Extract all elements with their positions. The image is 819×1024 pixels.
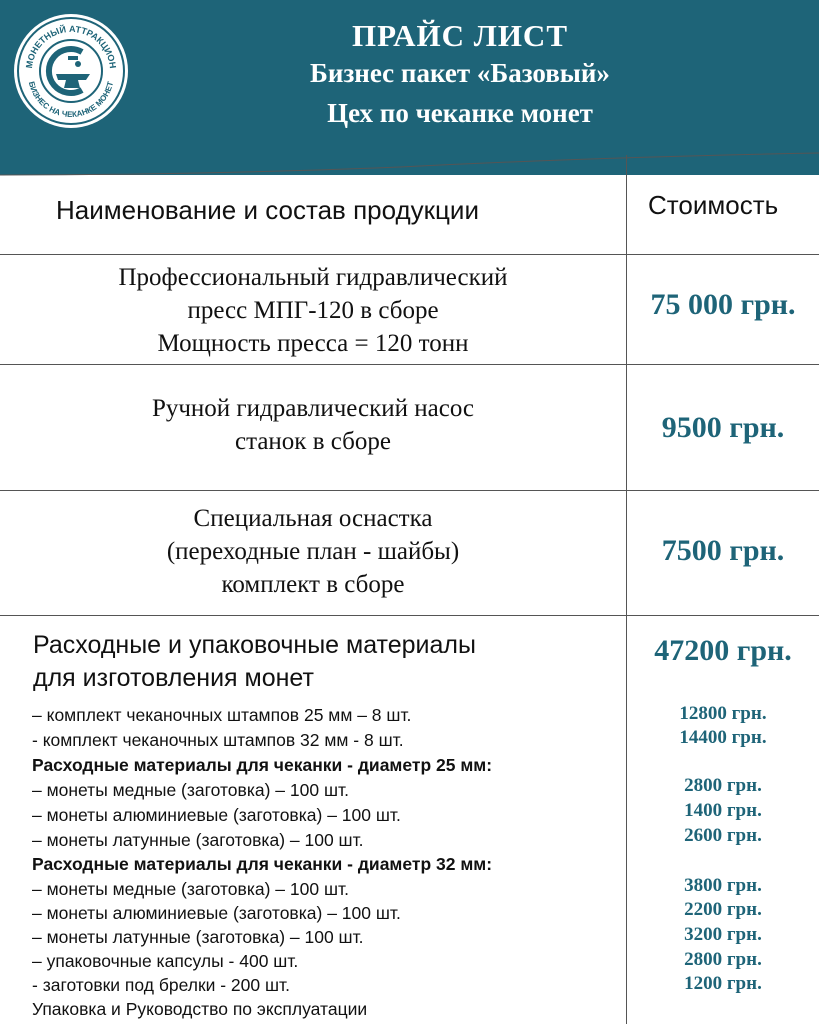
list-subheading: Расходные материалы для чеканки - диаметр 25 мм: (32, 755, 493, 775)
title-workshop: Цех по чеканке монет (327, 98, 593, 128)
name-line: Профессиональный гидравлический (118, 264, 508, 291)
row-pump-name (0, 392, 626, 458)
column-header-name: Наименование и состав продукции (56, 195, 479, 225)
row-divider (0, 254, 819, 255)
list-item: – монеты медные (заготовка) – 100 шт. (32, 879, 349, 899)
name-line: комплект в сборе (221, 571, 405, 598)
list-item: – монеты латунные (заготовка) – 100 шт. (32, 830, 364, 850)
list-item: - комплект чеканочных штампов 32 мм - 8 шт. (32, 730, 404, 750)
svg-text:БИЗНЕС НА ЧЕКАНКЕ МОНЕТ: БИЗНЕС НА ЧЕКАНКЕ МОНЕТ (26, 80, 116, 120)
list-item-price: 3800 грн. (684, 875, 762, 896)
name-line: Мощность пресса = 120 тонн (157, 330, 469, 357)
consumables-title-line: Расходные и упаковочные материалы (33, 631, 476, 659)
row-tooling-name (0, 502, 626, 601)
list-item-price: 12800 грн. (679, 703, 767, 724)
row-divider (0, 615, 819, 616)
title-package: Бизнес пакет «Базовый» (310, 58, 610, 88)
list-item-price: 1200 грн. (684, 973, 762, 994)
name-line: Специальная оснастка (193, 505, 433, 532)
list-item: - заготовки под брелки - 200 шт. (32, 975, 290, 995)
list-item: – упаковочные капсулы - 400 шт. (32, 951, 299, 971)
list-item: Упаковка и Руководство по эксплуатации (32, 999, 368, 1019)
list-item: – комплект чеканочных штампов 25 мм – 8 шт. (32, 705, 412, 725)
list-item-price: 2600 грн. (684, 825, 762, 846)
consumables-title (33, 629, 613, 695)
header-wave (0, 145, 819, 177)
name-line: (переходные план - шайбы) (166, 538, 460, 565)
list-item-price: 14400 грн. (679, 727, 767, 748)
row-pump-price: 9500 грн. (661, 411, 785, 444)
list-item-price: 2800 грн. (684, 949, 762, 970)
row-divider (0, 364, 819, 365)
list-item: – монеты латунные (заготовка) – 100 шт. (32, 927, 364, 947)
logo-emblem (12, 12, 130, 130)
name-line: Ручной гидравлический насос (151, 395, 475, 422)
svg-text:МОНЕТНЫЙ АТТРАКЦИОН: МОНЕТНЫЙ АТТРАКЦИОН (23, 23, 118, 69)
title-price-list: ПРАЙС ЛИСТ (352, 18, 568, 53)
name-line: пресс МПГ-120 в сборе (187, 297, 439, 324)
list-item: – монеты алюминиевые (заготовка) – 100 шт. (32, 903, 401, 923)
list-item-price: 3200 грн. (684, 924, 762, 945)
list-subheading: Расходные материалы для чеканки - диаметр 32 мм: (32, 854, 493, 874)
list-item-price: 2200 грн. (684, 899, 762, 920)
row-tooling-price: 7500 грн. (661, 534, 785, 567)
list-item: – монеты алюминиевые (заготовка) – 100 шт. (32, 805, 401, 825)
row-divider (0, 490, 819, 491)
row-press-price: 75 000 грн. (650, 288, 796, 321)
list-item-price: 1400 грн. (684, 800, 762, 821)
consumables-title-line: для изготовления монет (33, 664, 314, 692)
column-header-price: Стоимость (648, 190, 779, 220)
name-line: станок в сборе (235, 428, 391, 455)
consumables-total: 47200 грн. (654, 634, 792, 667)
list-item: – монеты медные (заготовка) – 100 шт. (32, 780, 349, 800)
list-item-price: 2800 грн. (684, 775, 762, 796)
row-press-name (0, 261, 626, 360)
